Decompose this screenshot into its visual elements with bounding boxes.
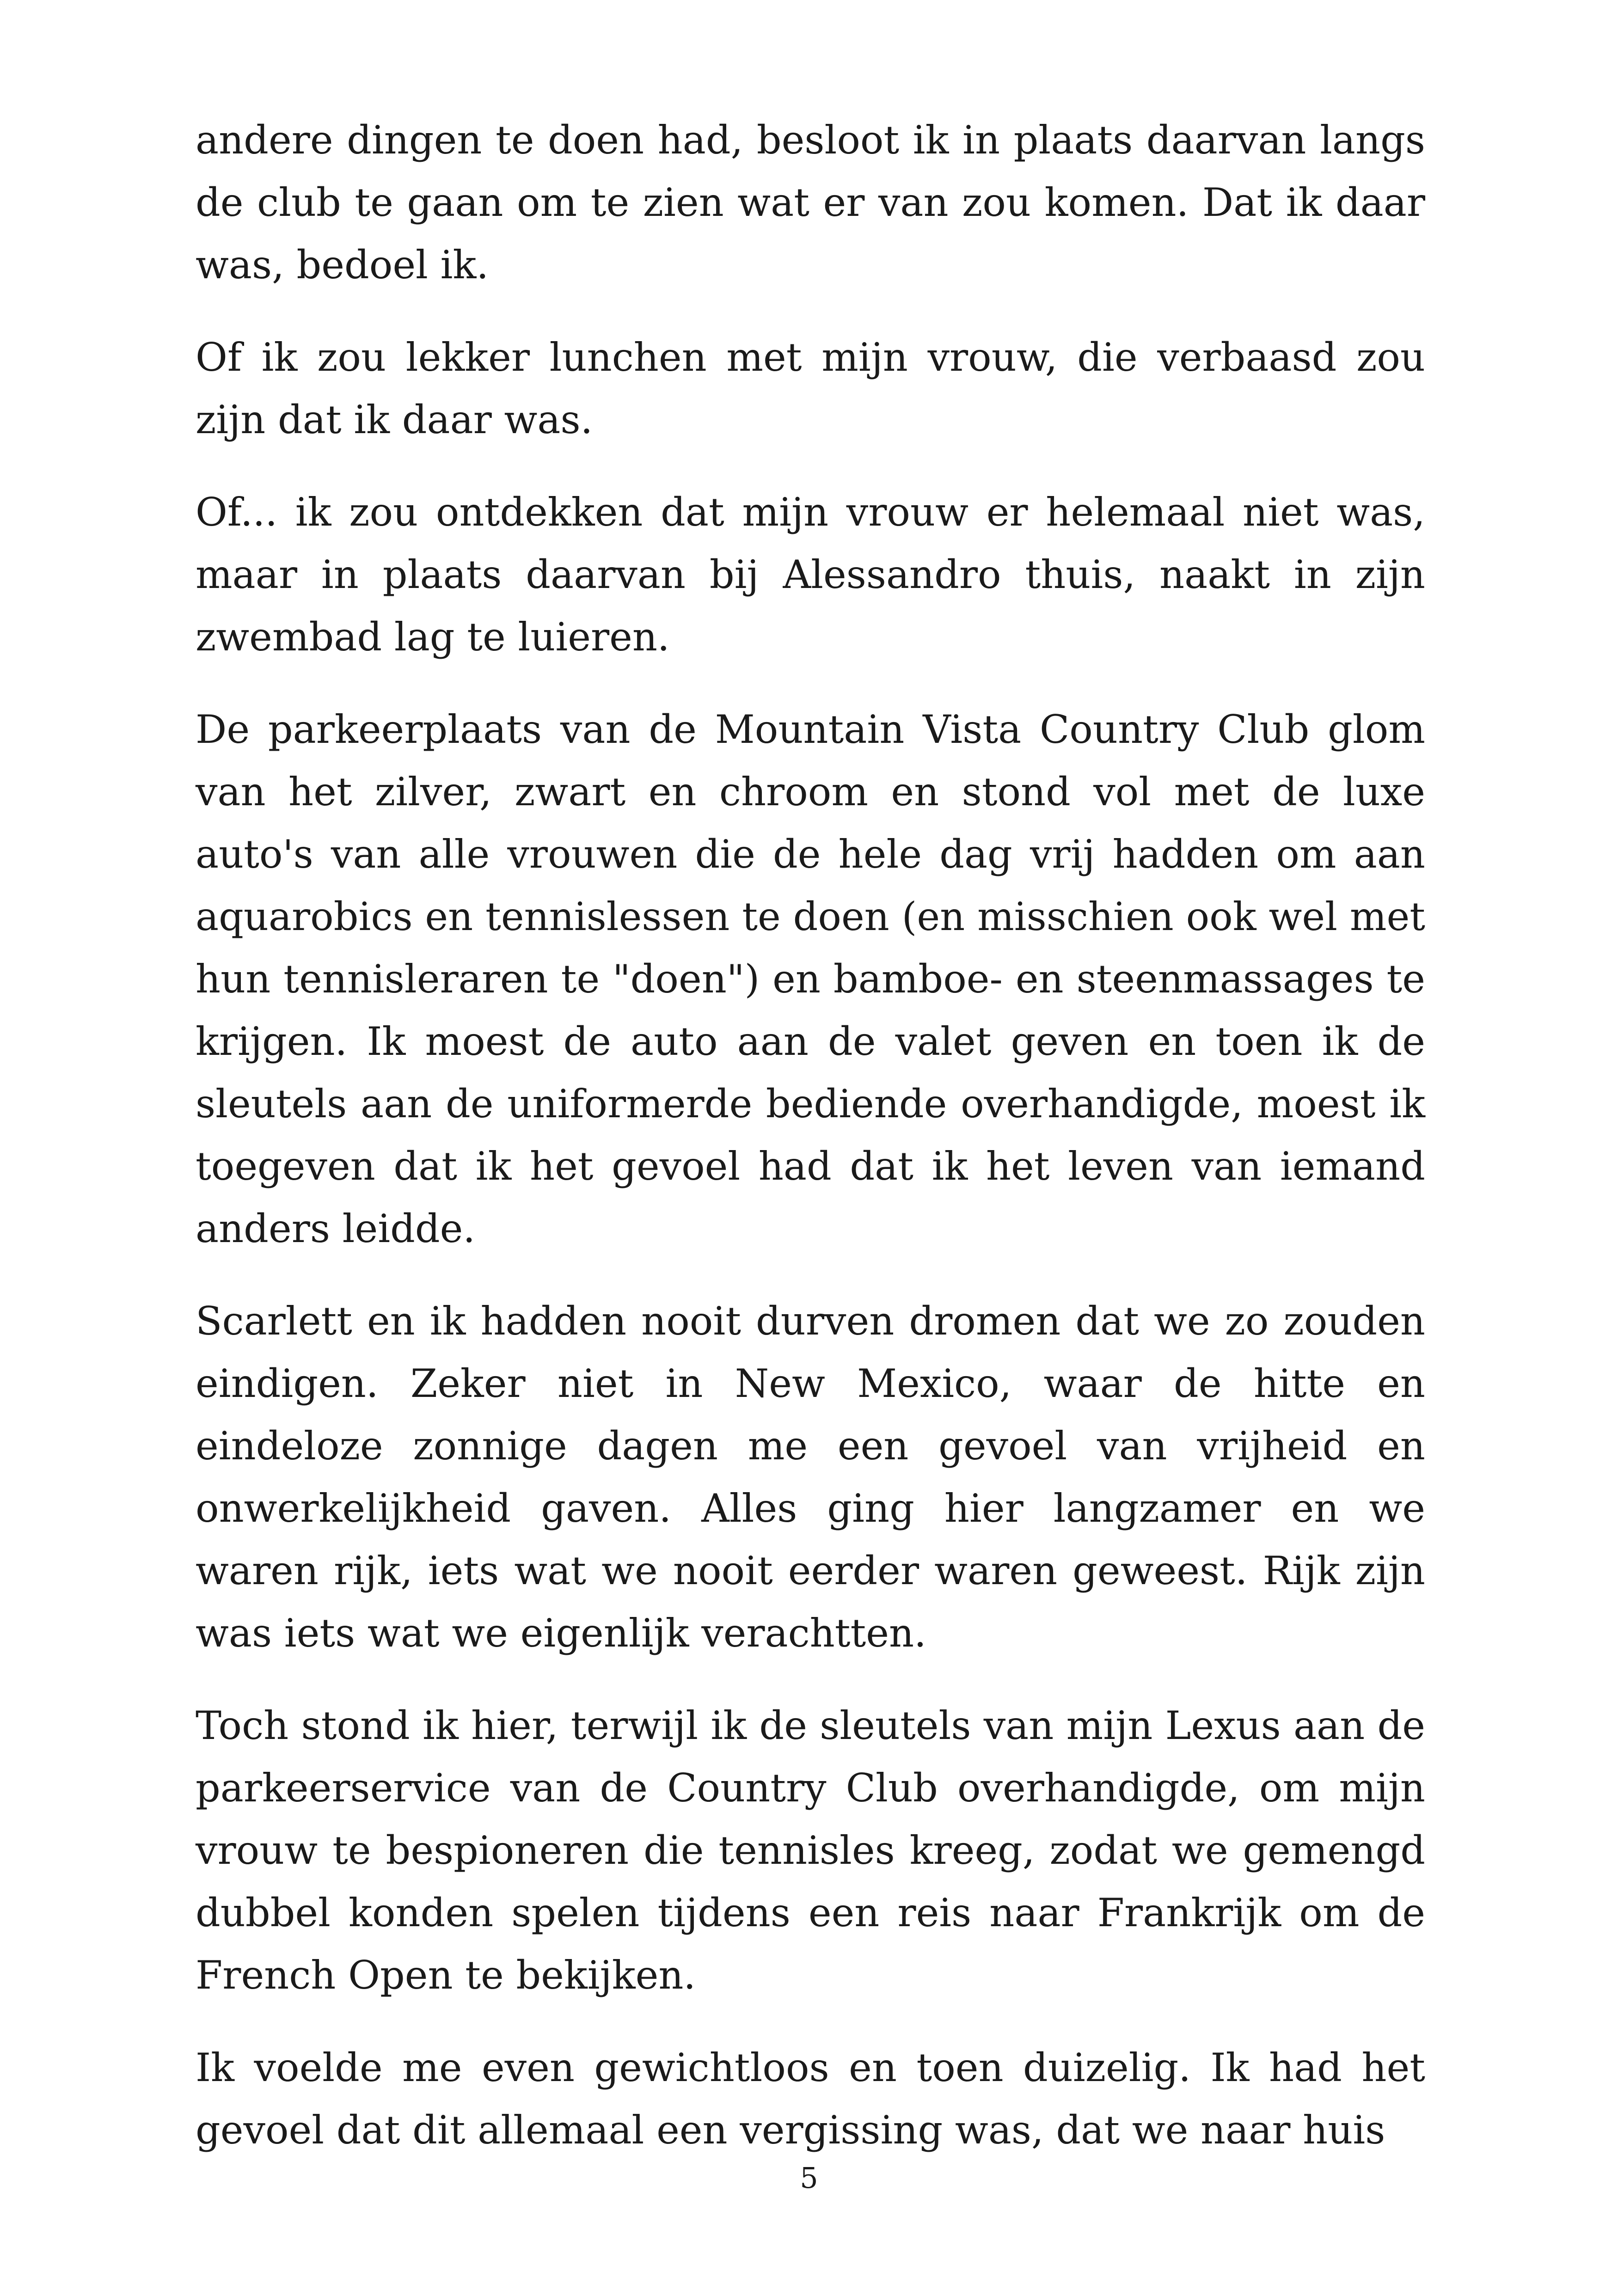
paragraph: Ik voelde me even gewichtloos en toen duizelig. Ik had het gevoel dat dit allemaal een vergissing was, dat we naar huis [196, 2045, 1425, 2153]
page-number: 5 [800, 2161, 818, 2195]
paragraph: Of... ik zou ontdekken dat mijn vrouw er helemaal niet was, maar in plaats daarvan bij Alessandro thuis, naakt in zijn zwembad lag te luieren. [196, 490, 1425, 660]
paragraph: De parkeerplaats van de Mountain Vista Country Club glom van het zilver, zwart en chroom en stond vol met de luxe auto's van alle vrouwen die de hele dag vrij hadden om aan aquarobics en tennislessen te doen (en misschien ook wel met hun tennisleraren te "doen") en bamboe- en steenmassages te krijgen. Ik moest de auto aan de valet geven en toen ik de sleutels aan de uniformerde bediende overhandigde, moest ik toegeven dat ik het gevoel had dat ik het leven van iemand anders leidde. [196, 707, 1425, 1251]
paragraph: Of ik zou lekker lunchen met mijn vrouw, die verbaasd zou zijn dat ik daar was. [196, 335, 1425, 442]
paragraph: andere dingen te doen had, besloot ik in plaats daarvan langs de club te gaan om te zien wat er van zou komen. Dat ik daar was, bedoel ik. [196, 117, 1425, 288]
body-text [196, 109, 1425, 2192]
paragraph: Toch stond ik hier, terwijl ik de sleutels van mijn Lexus aan de parkeerservice van de Country Club overhandigde, om mijn vrouw te bespioneren die tennisles kreeg, zodat we gemengd dubbel konden spelen tijdens een reis naar Frankrijk om de French Open te bekijken. [196, 1703, 1425, 1998]
paragraph: Scarlett en ik hadden nooit durven dromen dat we zo zouden eindigen. Zeker niet in New Mexico, waar de hitte en eindeloze zonnige dagen me een gevoel van vrijheid en onwerkelijkheid gaven. Alles ging hier langzamer en we waren rijk, iets wat we nooit eerder waren geweest. Rijk zijn was iets wat we eigenlijk verachtten. [196, 1298, 1425, 1656]
